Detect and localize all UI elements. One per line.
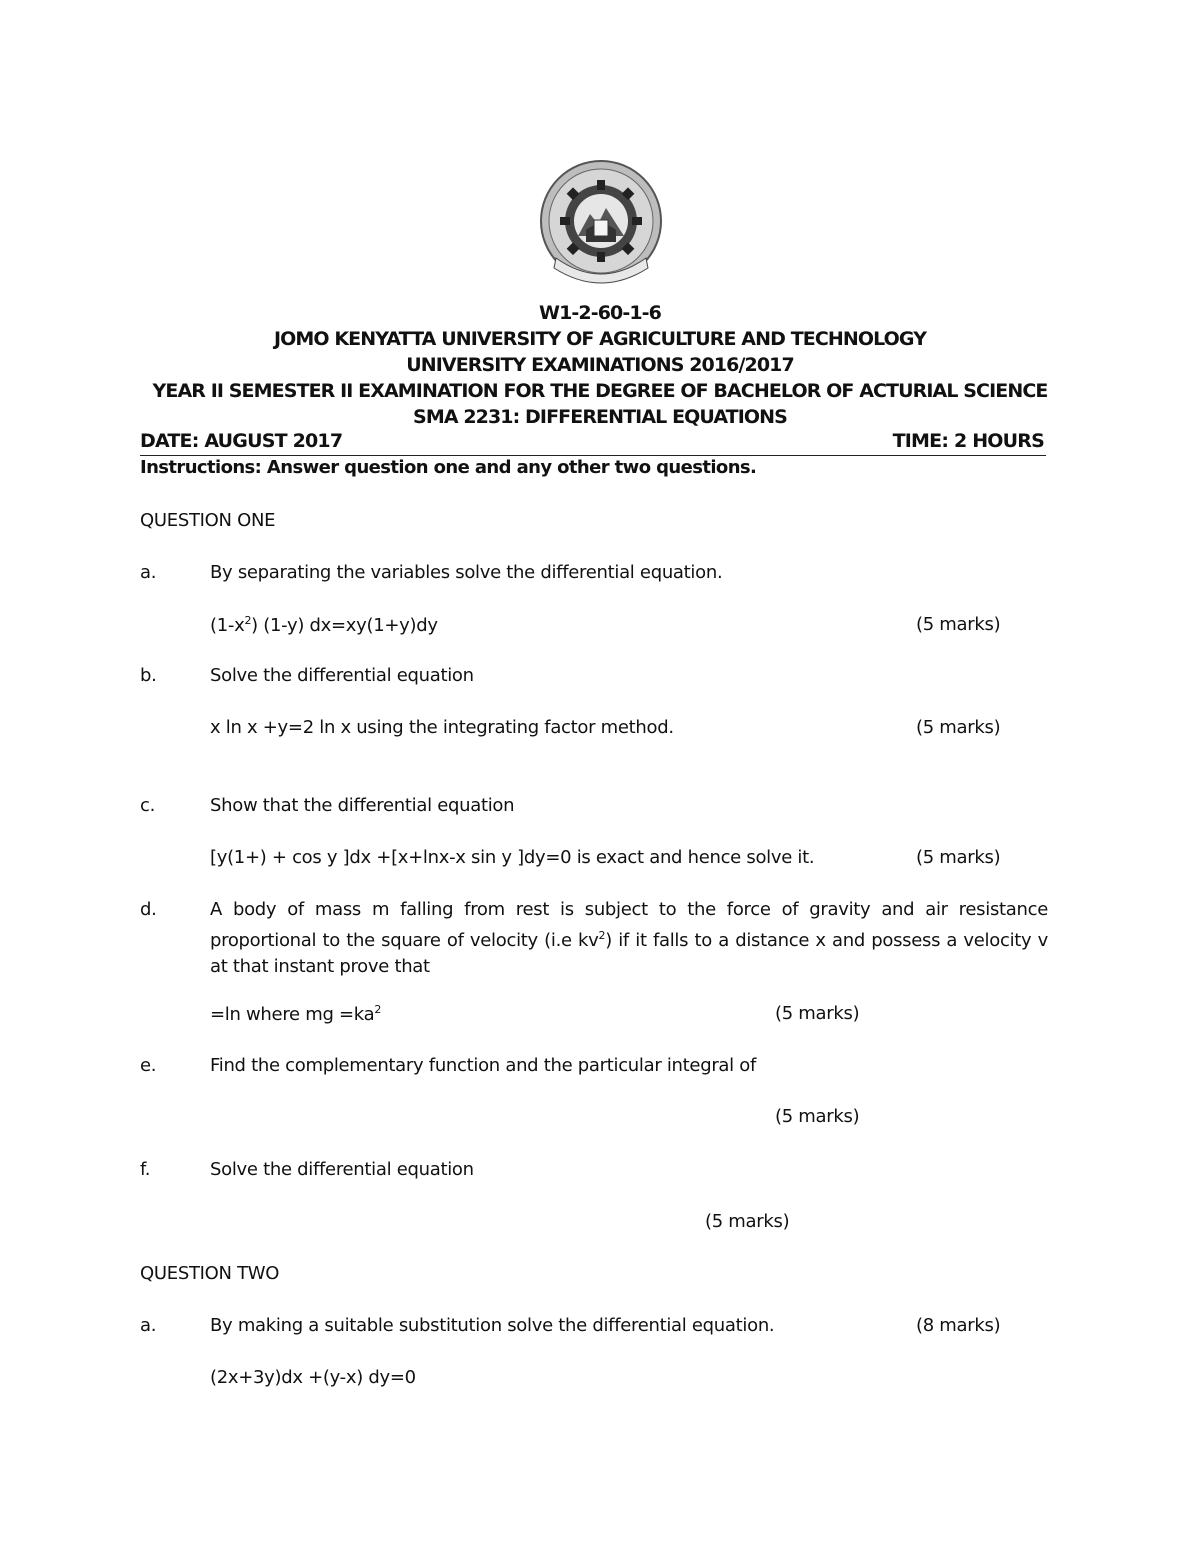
q1e-marks: (5 marks) (775, 1106, 860, 1127)
q1b-marks: (5 marks) (916, 717, 1001, 738)
exam-session: UNIVERSITY EXAMINATIONS 2016/2017 (406, 354, 794, 376)
q1e-text: Find the complementary function and the particular integral of (210, 1055, 757, 1076)
q1c-equation: [y(1+) + cos y ]dx +[x+lnx-x sin y ]dy=0 is exact and hence solve it. (210, 847, 815, 868)
q1e-label: e. (140, 1055, 157, 1076)
q1d-marks: (5 marks) (775, 1003, 860, 1024)
q1a-marks: (5 marks) (916, 614, 1001, 635)
q1d-text: A body of mass m falling from rest is subject to the force of gravity and air resistance proportional to the square of velocity (i.e $kv^2$) if it falls to a distance x and possess a velocity v at that instant prove that (210, 899, 1048, 977)
course-title: SMA 2231: DIFFERENTIAL EQUATIONS (413, 406, 787, 428)
q1a-text: By separating the variables solve the differential equation. (210, 562, 723, 583)
q2a-label: a. (140, 1315, 157, 1336)
q1c-text: Show that the differential equation (210, 795, 515, 816)
q1c-label: c. (140, 795, 156, 816)
q1f-label: f. (140, 1159, 151, 1180)
university-seal-icon (536, 158, 666, 288)
date-time-line (140, 430, 1046, 456)
exam-code: W1-2-60-1-6 (539, 302, 661, 324)
q1f-text: Solve the differential equation (210, 1159, 474, 1180)
q1d-equation: =ln where mg $=ka^2$ (210, 1003, 382, 1025)
exam-time: TIME: 2 HOURS (892, 430, 1044, 452)
q1c-marks: (5 marks) (916, 847, 1001, 868)
q1d-label: d. (140, 899, 157, 920)
degree-title: YEAR II SEMESTER II EXAMINATION FOR THE DEGREE OF BACHELOR OF ACTURIAL SCIENCE (152, 380, 1048, 402)
q1a-label: a. (140, 562, 157, 583)
question-one-title: QUESTION ONE (140, 510, 276, 531)
exam-date: DATE: AUGUST 2017 (140, 430, 343, 452)
q1a-equation: $(1-x^2)$ (1-y) dx=xy(1+y)dy (210, 614, 438, 636)
q2a-equation: (2x+3y)dx +(y-x) dy=0 (210, 1367, 416, 1388)
q1b-equation: x ln x +y=2 ln x using the integrating factor method. (210, 717, 674, 738)
q1f-marks: (5 marks) (705, 1211, 790, 1232)
q2a-marks: (8 marks) (916, 1315, 1001, 1336)
q1b-label: b. (140, 665, 157, 686)
q2a-text: By making a suitable substitution solve the differential equation. (210, 1315, 775, 1336)
university-name: JOMO KENYATTA UNIVERSITY OF AGRICULTURE AND TECHNOLOGY (273, 328, 927, 350)
university-seal (536, 158, 666, 288)
q1b-text: Solve the differential equation (210, 665, 474, 686)
instructions: Instructions: Answer question one and any other two questions. (140, 457, 757, 478)
question-two-title: QUESTION TWO (140, 1263, 280, 1284)
